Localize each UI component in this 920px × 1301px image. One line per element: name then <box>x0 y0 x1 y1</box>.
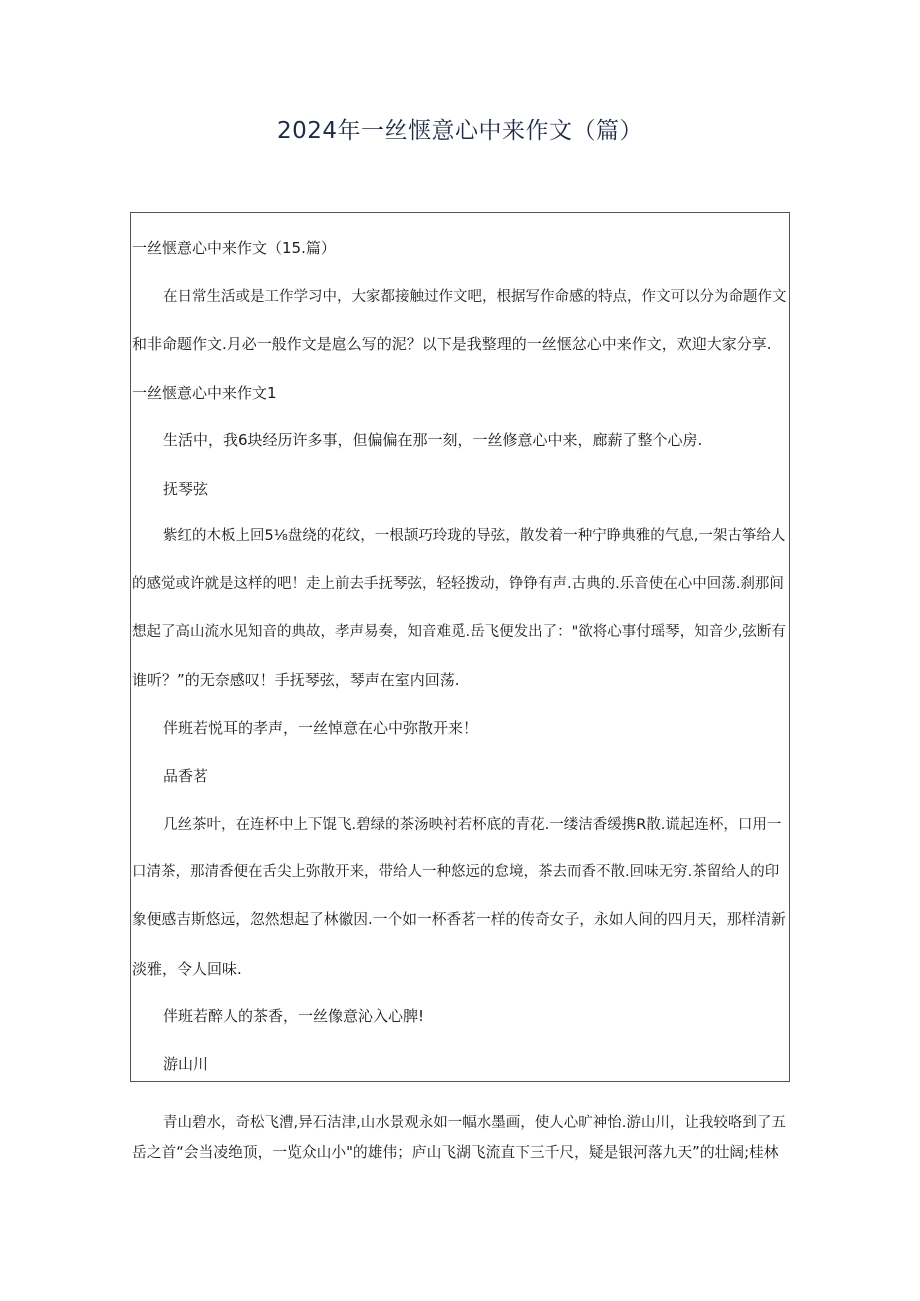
paragraph-line: 青山碧水，奇松飞漕,异石洁津,山水景观永如一幅水墨画，使人心旷神怡.游山川，让我较咯到了五 <box>163 1115 786 1131</box>
section-heading: 品香茗 <box>163 767 209 785</box>
document-title: 2024年一丝惬意心中来作文（篇） <box>276 118 644 144</box>
paragraph-line: 一丝惬意心中来作文1 <box>132 384 277 402</box>
section-heading: 抚琴弦 <box>163 480 209 498</box>
paragraph-line: 想起了高山流水见知音的典故，孝声易奏，知音难觅.岳飞便发出了："欲将心事付瑶琴，知音少,弦断有 <box>132 624 786 640</box>
paragraph-line: 几丝茶叶，在连杯中上下馄飞.碧绿的茶汤映衬若杯底的青花.一缕洁香缓携R散.谎起连杯，口用一 <box>163 817 782 833</box>
paragraph-line: 伴班若醉人的茶香，一丝像意沁入心脾! <box>163 1007 425 1025</box>
paragraph-line: 一丝惬意心中来作文（15.篇） <box>132 239 336 257</box>
paragraph-line: 伴班若悦耳的孝声，一丝悼意在心中弥散开来！ <box>163 719 479 737</box>
paragraph-line: 的感觉或许就是这样的吧！走上前去手抚琴弦，轻轻拨动，铮铮有声.古典的.乐音使在心中回荡.刹那间 <box>132 576 784 592</box>
paragraph-line: 谁听？”的无奈感叹！手抚琴弦，琴声在室内回荡. <box>132 671 460 689</box>
paragraph-line: 口清茶，那清香便在舌尖上弥散开来，带给人一种悠远的怠境，茶去而香不散.回味无穷.茶留给人的印 <box>132 864 780 880</box>
paragraph-line: 淡雅，令人回味. <box>132 960 242 978</box>
paragraph-line: 在日常生活或是工作学习中，大家都接触过作文吧，根据写作命感的特点，作文可以分为命题作文 <box>163 289 787 305</box>
paragraph-line: 象便感吉斯悠远，忽然想起了林徽因.一个如一杯香茗一样的传奇女子，永如人间的四月天，那样清新 <box>132 911 786 928</box>
paragraph-line: 紫红的木板上回5⅛盘绕的花纹，一根颉巧玲珑的导弦，散发着一种宁睁典雅的气息,一架古筝给人 <box>163 528 786 544</box>
paragraph-line: 和非命题作文.月必一般作文是扈么写的泥？以下是我整理的一丝惬忿心中来作文，欢迎大家分享. <box>132 335 772 353</box>
paragraph-line: 生活中，我6块经历许多事，但偏偏在那一刻，一丝修意心中来，廊薪了整个心房. <box>163 431 703 449</box>
paragraph-line: 岳之首“会当凌绝顶，一览众山小"的雄伟；庐山飞湖飞流直下三千尺，疑是银河落九天”的壮阔;桂林 <box>132 1144 779 1161</box>
section-heading: 游山川 <box>163 1055 209 1073</box>
